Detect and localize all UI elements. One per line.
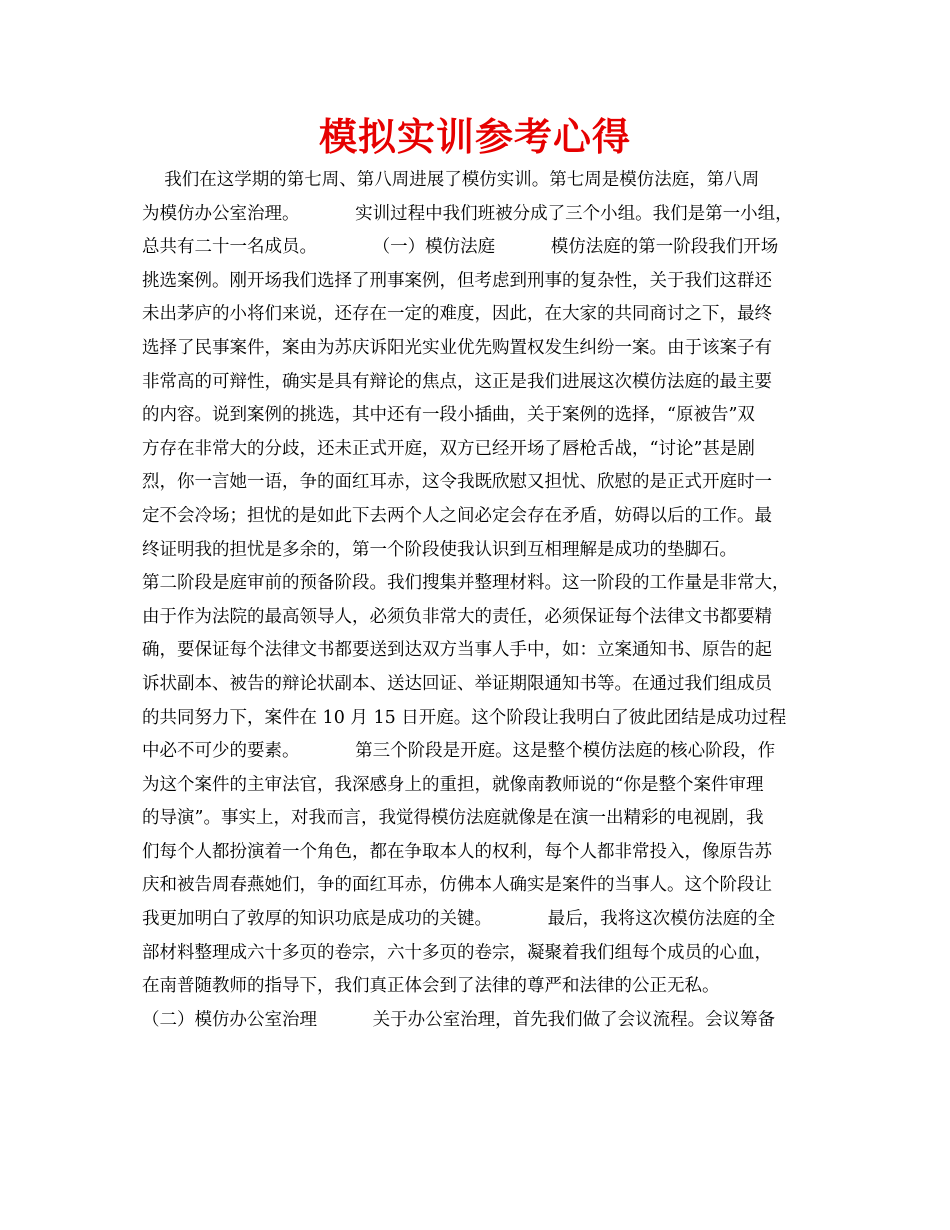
text-line: （二）模仿办公室治理 关于办公室治理，首先我们做了会议流程。会议筹备: [142, 1009, 776, 1030]
text-line: 第二阶段是庭审前的预备阶段。我们搜集并整理材料。这一阶段的工作量是非常大，: [142, 573, 790, 594]
text-line: 未出茅庐的小将们来说，还存在一定的难度，因此，在大家的共同商讨之下，最终: [142, 304, 772, 325]
text-line: 中必不可少的要素。 第三个阶段是开庭。这是整个模仿法庭的核心阶段，作: [142, 741, 776, 762]
text-line: 总共有二十一名成员。 （一）模仿法庭 模仿法庭的第一阶段我们开场: [142, 237, 779, 258]
text-line: 部材料整理成六十多页的卷宗，六十多页的卷宗，凝聚着我们组每个成员的心血，: [142, 942, 772, 963]
document-title: 模拟实训参考心得: [318, 115, 631, 159]
text-line: 在南普随教师的指导下，我们真正体会到了法律的尊严和法律的公正无私。: [142, 976, 720, 997]
text-line: 由于作为法院的最高领导人，必须负非常大的责任，必须保证每个法律文书都要精: [142, 606, 772, 627]
text-line: 为这个案件的主审法官，我深感身上的重担，就像南教师说的“你是整个案件审理: [142, 774, 764, 795]
text-line: 诉状副本、被告的辩论状副本、送达回证、举证期限通知书等。在通过我们组成员: [142, 673, 772, 694]
text-line: 的共同努力下，案件在 10 月 15 日开庭。这个阶段让我明白了彼此团结是成功过程: [142, 707, 787, 728]
text-line: 定不会冷场；担忧的是如此下去两个人之间必定会存在矛盾，妨碍以后的工作。最: [142, 505, 772, 526]
text-line: 非常高的可辩性，确实是具有辩论的焦点，这正是我们进展这次模仿法庭的最主要: [142, 371, 772, 392]
text-line: 的内容。说到案例的挑选，其中还有一段小插曲，关于案例的选择，“原被告”双: [142, 405, 755, 426]
text-line: 选择了民事案件，案由为苏庆诉阳光实业优先购置权发生纠纷一案。由于该案子有: [142, 337, 772, 358]
text-line: 我更加明白了敦厚的知识功底是成功的关键。 最后，我将这次模仿法庭的全: [142, 909, 776, 930]
text-line: 挑选案例。刚开场我们选择了刑事案例，但考虑到刑事的复杂性，关于我们这群还: [142, 270, 772, 291]
text-line: 确，要保证每个法律文书都要送到达双方当事人手中，如：立案通知书、原告的起: [142, 640, 772, 661]
text-line: 的导演”。事实上，对我而言，我觉得模仿法庭就像是在演一出精彩的电视剧，我: [142, 808, 764, 829]
document-body: [142, 164, 832, 1037]
text-line: 们每个人都扮演着一个角色，都在争取本人的权利，每个人都非常投入，像原告苏: [142, 841, 772, 862]
text-line: 我们在这学期的第七周、第八周进展了模仿实训。第七周是模仿法庭，第八周: [142, 170, 760, 190]
text-line: 方存在非常大的分歧，还未正式开庭，双方已经开场了唇枪舌战，“讨论”甚是剧: [142, 438, 755, 459]
text-line: 为模仿办公室治理。 实训过程中我们班被分成了三个小组。我们是第一小组，: [142, 203, 793, 224]
text-line: 烈，你一言她一语，争的面红耳赤，这令我既欣慰又担忧、欣慰的是正式开庭时一: [142, 472, 772, 493]
text-line: 终证明我的担忧是多余的，第一个阶段使我认识到互相理解是成功的垫脚石。: [142, 539, 737, 560]
text-line: 庆和被告周春燕她们，争的面红耳赤，仿佛本人确实是案件的当事人。这个阶段让: [142, 875, 772, 896]
